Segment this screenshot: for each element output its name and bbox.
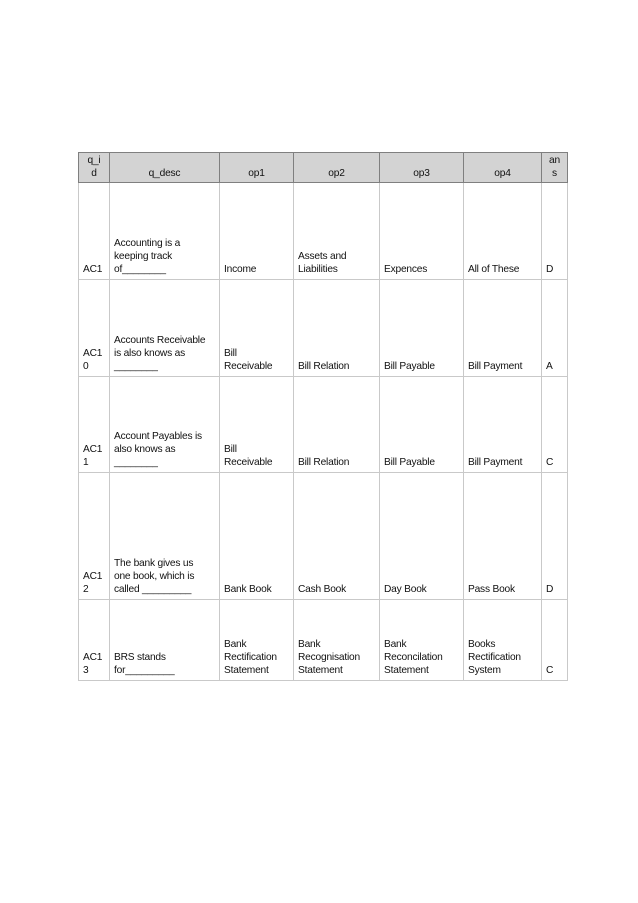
cell-op4: All of These [464,183,542,280]
header-row [79,153,568,183]
cell-op2: Bill Relation [294,280,380,377]
table-row [79,377,568,473]
cell-q-id: AC1 2 [79,473,110,600]
header-op1: op1 [220,153,294,183]
table-row [79,280,568,377]
cell-op3: Bill Payable [380,280,464,377]
cell-ans: D [542,473,568,600]
cell-q-desc: The bank gives us one book, which is called _________ [110,473,220,600]
cell-op2: Cash Book [294,473,380,600]
cell-op3: Expences [380,183,464,280]
header-op3: op3 [380,153,464,183]
cell-ans: C [542,600,568,681]
cell-q-id: AC1 1 [79,377,110,473]
table-row [79,183,568,280]
question-table [78,152,568,681]
table-row [79,473,568,600]
cell-op1: Bill Receivable [220,280,294,377]
cell-op2: Bill Relation [294,377,380,473]
cell-op4: Bill Payment [464,377,542,473]
header-q-id: q_i d [79,153,110,183]
header-op4: op4 [464,153,542,183]
cell-q-desc: Accounts Receivable is also knows as ________ [110,280,220,377]
cell-q-desc: BRS stands for_________ [110,600,220,681]
cell-op2: Assets and Liabilities [294,183,380,280]
cell-op4: Books Rectification System [464,600,542,681]
cell-op1: Bill Receivable [220,377,294,473]
cell-q-id: AC1 0 [79,280,110,377]
header-q-desc: q_desc [110,153,220,183]
cell-op4: Pass Book [464,473,542,600]
cell-op4: Bill Payment [464,280,542,377]
table-row [79,600,568,681]
cell-q-desc: Accounting is a keeping track of________ [110,183,220,280]
cell-q-desc: Account Payables is also knows as ________ [110,377,220,473]
cell-ans: A [542,280,568,377]
cell-q-id: AC1 3 [79,600,110,681]
cell-ans: D [542,183,568,280]
cell-op1: Income [220,183,294,280]
cell-op1: Bank Rectification Statement [220,600,294,681]
cell-op3: Bank Reconcilation Statement [380,600,464,681]
cell-op2: Bank Recognisation Statement [294,600,380,681]
header-ans: an s [542,153,568,183]
cell-op3: Day Book [380,473,464,600]
cell-q-id: AC1 [79,183,110,280]
cell-op3: Bill Payable [380,377,464,473]
cell-op1: Bank Book [220,473,294,600]
cell-ans: C [542,377,568,473]
header-op2: op2 [294,153,380,183]
